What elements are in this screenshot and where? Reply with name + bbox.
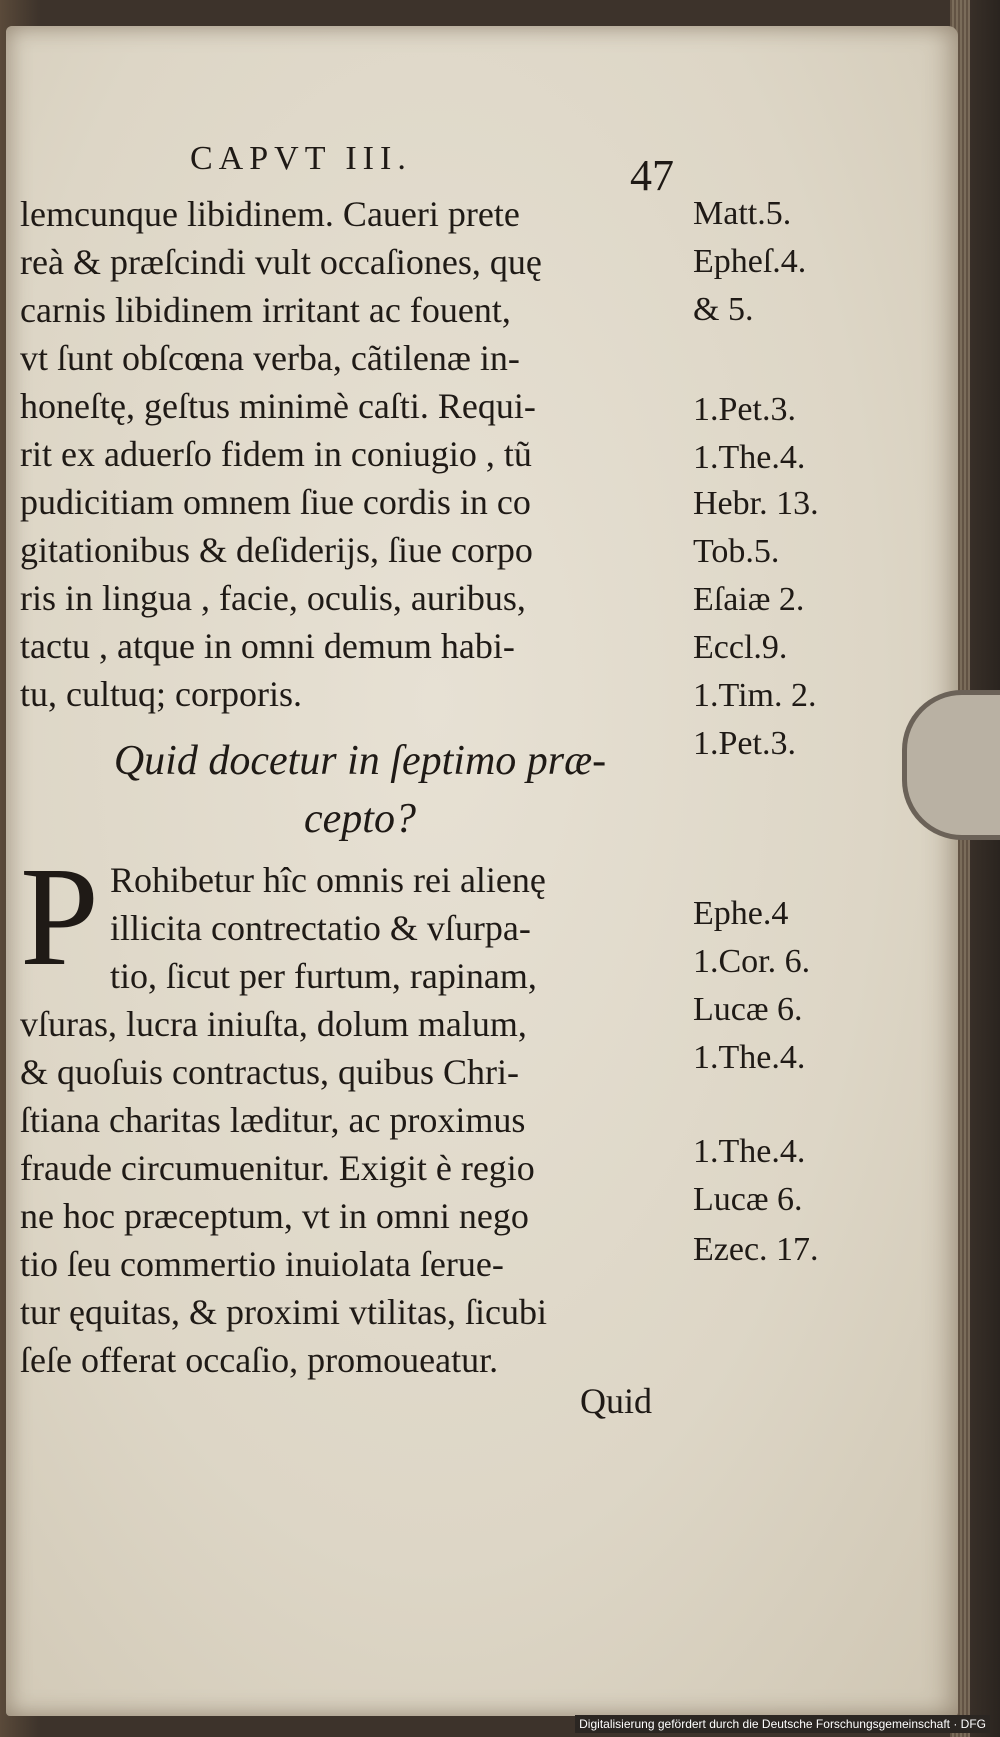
margin-reference: Lucæ 6. (693, 991, 803, 1028)
text-line: fraude circumuenitur. Exigit è regio (20, 1148, 535, 1188)
text-line: vt ſunt obſcœna verba, cãtilenæ in- (20, 338, 520, 378)
margin-reference: Eſaiæ 2. (693, 581, 805, 618)
margin-reference: Epheſ.4. (693, 243, 807, 280)
text-line: tio, ſicut per furtum, rapinam, (110, 956, 537, 996)
question-line: cepto? (304, 796, 416, 842)
text-line: ſeſe offerat occaſio, promoueatur. (20, 1340, 499, 1380)
text-line: tu, cultuq; corporis. (20, 674, 302, 714)
text-line: carnis libidinem irritant ac fouent, (20, 290, 511, 330)
margin-reference: Hebr. 13. (693, 485, 819, 522)
digitization-credit: Digitalisierung gefördert durch die Deutsche Forschungsgemeinschaft · DFG (575, 1715, 990, 1733)
margin-reference: 1.The.4. (693, 1133, 806, 1170)
body-text-2 (20, 837, 680, 1384)
margin-reference: 1.Tim. 2. (693, 677, 817, 714)
margin-reference: 1.Pet.3. (693, 725, 796, 762)
text-line: ne hoc præceptum, vt in omni nego (20, 1196, 529, 1236)
section-question (80, 732, 640, 848)
text-line: illicita contrectatio & vſurpa- (110, 908, 531, 948)
margin-reference: Eccl.9. (693, 629, 788, 666)
text-line: vſuras, lucra iniuſta, dolum malum, (20, 1004, 527, 1044)
text-line: tio ſeu commertio inuiolata ſerue- (20, 1244, 504, 1284)
margin-reference: 1.The.4. (693, 439, 806, 476)
text-line: honeſtę, geſtus minimè caſti. Requi- (20, 386, 536, 426)
catchword: Quid (580, 1381, 652, 1421)
drop-cap: P (20, 837, 99, 995)
margin-reference: Tob.5. (693, 533, 780, 570)
margin-reference: Matt.5. (693, 195, 792, 232)
margin-reference: Lucæ 6. (693, 1181, 803, 1218)
text-line: tactu , atque in omni demum habi- (20, 626, 515, 666)
page-number: 47 (630, 151, 674, 200)
text-line: lemcunque libidinem. Caueri prete (20, 194, 520, 234)
margin-reference: Ephe.4 (693, 895, 789, 932)
text-line: pudicitiam omnem ſiue cordis in co (20, 482, 531, 522)
text-line: tur ęquitas, & proximi vtilitas, ſicubi (20, 1292, 547, 1332)
body-text-1 (20, 190, 680, 718)
margin-reference: Ezec. 17. (693, 1231, 819, 1268)
text-line: Rohibetur hîc omnis rei alienę (110, 860, 546, 900)
text-line: ris in lingua , facie, oculis, auribus, (20, 578, 526, 618)
margin-reference: 1.Pet.3. (693, 391, 796, 428)
margin-reference: 1.Cor. 6. (693, 943, 811, 980)
margin-reference: 1.The.4. (693, 1039, 806, 1076)
question-line: Quid docetur in ſeptimo præ- (113, 738, 607, 784)
text-line: rit ex aduerſo fidem in coniugio , tũ (20, 434, 532, 474)
running-head: CAPVT III. (190, 140, 412, 177)
text-line: reà & præſcindi vult occaſiones, quę (20, 242, 542, 282)
book-clasp (902, 690, 1000, 840)
text-line: gitationibus & deſiderijs, ſiue corpo (20, 530, 533, 570)
text-line: & quoſuis contractus, quibus Chri- (20, 1052, 519, 1092)
margin-reference: & 5. (693, 291, 754, 328)
text-line: ſtiana charitas læditur, ac proximus (20, 1100, 526, 1140)
